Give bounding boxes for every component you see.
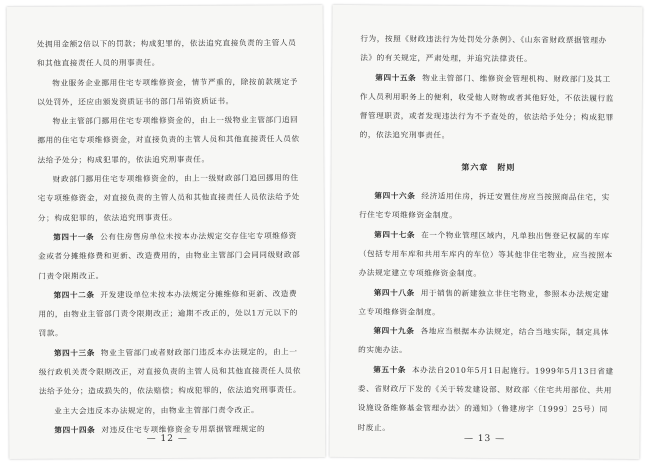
page-number-left: — 12 —	[146, 433, 188, 445]
paragraph-text: 物业主管部门、维修资金管理机构、财政部门及其工作人员利用职务上的便利，收受他人财物或者其他好处，不依法履行监督管理职责，或者发现违法行为不予查处的，依法给予处分；构成犯罪的，依法追究刑事责任。	[359, 73, 614, 141]
article-number: 第四十三条	[53, 348, 95, 358]
page-number-right: — 13 —	[463, 433, 506, 445]
paragraph-text: 本办法自2010年5月1日起施行。1999年5月13日省建委、省财政厅下发的《关于转发建设部、财政部〈住宅共用部位、共用设施设备维修基金管理办法〉的通知》（鲁建房字〔1999〕25号）同时废止。	[357, 365, 614, 432]
article-number: 第四十七条	[374, 229, 416, 240]
article-paragraph	[359, 186, 617, 226]
paragraph-text: 财政部门挪用住宅专项维修资金的，由上一级财政部门追回挪用的住宅专项维修资金，对直接负责的主管人员和其他直接责任人员依法给予处分；构成犯罪的，依法追究刑事责任。	[37, 173, 301, 223]
article-number: 第四十八条	[373, 287, 415, 298]
article-number: 第四十六条	[374, 191, 416, 201]
paragraph	[37, 72, 301, 112]
paragraph-text: 对违反住宅专项维修资金专用票据管理规定的	[101, 424, 266, 435]
paragraph	[37, 110, 301, 170]
article-paragraph	[39, 342, 303, 402]
paragraph	[39, 400, 303, 421]
paragraph-text: 各地应当根据本办法规定，结合当地实际，制定具体的实施办法。	[358, 326, 609, 355]
article-number: 第四十五条	[375, 72, 417, 83]
paragraph-text: 开发建设单位未按本办法规定分摊维修和更新、改造费用的，由物业主管部门责令限期改正；逾期不改正的，处以1万元以下的罚款。	[38, 289, 298, 339]
right-page	[329, 5, 642, 459]
paragraph	[38, 168, 302, 228]
paragraph-text: 行为，按照《财政违法行为处罚处分条例》、《山东省财政票据管理办法》的有关规定，严肃处理，并追究法律责任。	[360, 34, 607, 64]
left-page	[7, 5, 326, 459]
right-bottom-section	[358, 186, 618, 439]
article-number: 第四十二条	[53, 290, 95, 300]
article-paragraph	[360, 68, 619, 147]
article-number: 第四十九条	[373, 326, 415, 336]
article-paragraph	[359, 225, 617, 285]
paragraph-text: 物业主管部门或者财政部门违反本办法规定的，由上一级行政机关责令限期改正，对直接负责的主管人员和其他直接责任人员依法给予处分；造成损失的，依法赔偿；构成犯罪的，依法追究刑事责任。	[38, 346, 302, 397]
paragraph	[37, 33, 301, 73]
article-number: 第四十四条	[54, 425, 96, 435]
paragraph-text: 经济适用住房，拆迁安置住房应当按照商品住宅，实行住宅专项维修资金制度。	[359, 191, 610, 221]
paragraph-text: 物业服务企业挪用住宅专项维修资金，情节严重的，除按前款规定予以处罚外，还应由颁发资质证书的部门吊销资质证书。	[37, 76, 299, 107]
article-paragraph	[38, 284, 302, 344]
paragraph-text: 用于销售的新建独立非住宅物业，参照本办法规定建立专项维修资金制度。	[358, 288, 610, 317]
article-paragraph	[38, 226, 302, 286]
article-number: 第五十条	[373, 364, 407, 375]
chapter-title: 第六章 附则	[461, 161, 516, 172]
paragraph-text: 业主大会违反本办法规定的，由物业主管部门责令改正。	[54, 405, 260, 416]
article-paragraph	[358, 283, 616, 323]
paragraph-text: 公有住房售房单位未按本办法规定交存住宅专项维修资金或者分摊维修费和更新、改造费用的，由物业主管部门会同同级财政部门责令限期改正。	[38, 231, 301, 281]
right-page-body	[358, 29, 619, 439]
article-number: 第四十一条	[53, 232, 95, 242]
article-paragraph	[358, 360, 617, 439]
paragraph	[360, 29, 618, 69]
paragraph-text: 物业主管部门挪用住宅专项维修资金的，由上一级物业主管部门追回挪用的住宅专项维修资金，对直接负责的主管人员和其他直接责任人员依法给予处分；构成犯罪的，依法追究刑事责任。	[37, 115, 300, 165]
paragraph-text: 在一个物业管理区域内，凡单独出售登记权属的车库（包括专用车库和共用车库内的车位）等其他非住宅物业，应当按照本办法规定建立专项维修资金制度。	[358, 230, 613, 279]
right-top-section	[360, 29, 619, 147]
paragraph-text: 处拥用金额2倍以下的罚款；构成犯罪的，依法追究直接负责的主管人员和其他直接责任人员的刑事责任。	[36, 38, 297, 69]
article-paragraph	[358, 321, 616, 361]
left-page-body	[37, 33, 303, 440]
